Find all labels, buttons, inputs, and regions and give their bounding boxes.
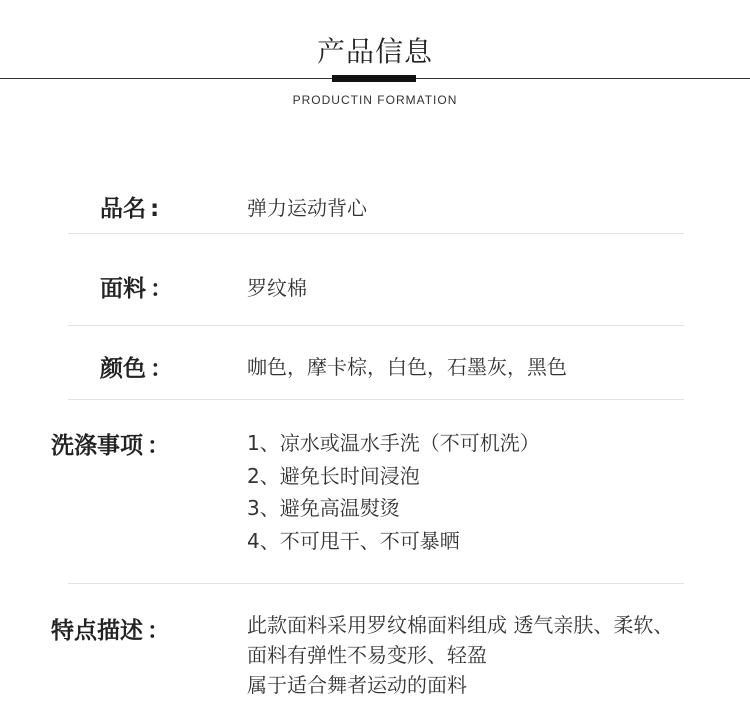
row-color-colon: ：: [150, 356, 173, 382]
page-title: 产品信息: [316, 35, 433, 68]
row-washing-label-group: [51, 427, 170, 460]
row-features-values: [247, 610, 673, 700]
row-features-colon: ：: [147, 618, 170, 644]
row-divider: [68, 583, 684, 584]
washing-line: 4、不可甩干、不可暴晒: [247, 528, 460, 553]
features-line: 此款面料采用罗纹棉面料组成 透气亲肤、柔软、: [247, 613, 674, 637]
row-divider: [68, 399, 684, 400]
row-name-value: 弹力运动背心: [247, 196, 367, 220]
washing-line: 3、避免高温熨烫: [247, 496, 400, 520]
row-fabric-colon: ：: [150, 276, 173, 302]
row-features-label: 特点描述: [51, 618, 143, 644]
row-fabric-label: 面料: [100, 276, 146, 302]
row-name-colon: :: [150, 196, 160, 222]
row-fabric-label-group: [100, 270, 173, 303]
row-features-label-group: [51, 612, 170, 645]
features-line: 面料有弹性不易变形、轻盈: [247, 643, 487, 667]
row-divider: [68, 325, 684, 326]
washing-line: 1、凉水或温水手洗（不可机洗）: [247, 431, 540, 455]
row-name-label-group: [100, 190, 159, 223]
row-color-label: 颜色: [100, 356, 146, 382]
row-washing-label: 洗涤事项: [51, 433, 143, 459]
row-color-label-group: [100, 350, 173, 383]
row-fabric-value: 罗纹棉: [247, 276, 307, 300]
washing-line: 2、避免长时间浸泡: [247, 463, 420, 488]
row-washing-values: [247, 427, 540, 557]
header-accent-bar: [332, 75, 416, 82]
row-color-value: 咖色，摩卡棕，白色，石墨灰，黑色: [247, 355, 567, 379]
row-name-label: 品名: [100, 196, 146, 222]
row-divider: [68, 233, 684, 234]
page-subtitle: PRODUCTIN FORMATION: [292, 93, 458, 107]
features-line: 属于适合舞者运动的面料: [247, 673, 467, 697]
row-washing-colon: ：: [147, 433, 170, 459]
